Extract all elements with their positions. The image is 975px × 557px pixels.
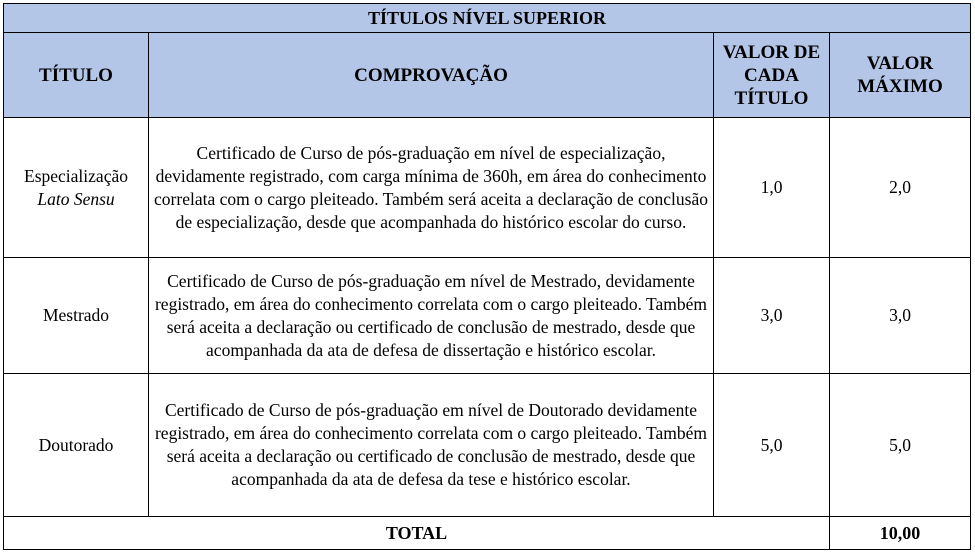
cell-valor-maximo: 2,0	[830, 118, 971, 258]
cell-valor-cada: 5,0	[714, 374, 830, 517]
cell-valor-cada: 1,0	[714, 118, 830, 258]
cell-comprovacao: Certificado de Curso de pós-graduação em nível de Doutorado devidamente registrado, em área do conhecimento correlata com o cargo pleiteado. Também será aceita a declaração ou certificado de conclusão de mestrado, desde que acompanhada da ata de defesa da tese e histórico escolar.	[149, 374, 714, 517]
table-header-row	[4, 33, 971, 118]
total-value: 10,00	[830, 517, 971, 550]
titles-table-container	[3, 3, 971, 550]
cell-valor-maximo: 3,0	[830, 258, 971, 374]
header-titulo: TÍTULO	[4, 33, 149, 118]
table-caption: TÍTULOS NÍVEL SUPERIOR	[4, 4, 971, 33]
cell-titulo	[4, 118, 149, 258]
header-comprovacao: COMPROVAÇÃO	[149, 33, 714, 118]
cell-valor-cada: 3,0	[714, 258, 830, 374]
titulo-extra-text: Lato Sensu	[37, 188, 115, 209]
titles-table	[3, 3, 971, 550]
table-row	[4, 374, 971, 517]
cell-comprovacao: Certificado de Curso de pós-graduação em nível de especialização, devidamente registrado, com carga mínima de 360h, em área do conhecimento correlata com o cargo pleiteado. Também será aceita a declaração de conclusão de especialização, desde que acompanhada do histórico escolar do curso.	[149, 118, 714, 258]
total-row	[4, 517, 971, 550]
cell-titulo: Doutorado	[4, 374, 149, 517]
header-valor-cada: VALOR DE CADA TÍTULO	[714, 33, 830, 118]
header-valor-maximo: VALOR MÁXIMO	[830, 33, 971, 118]
table-caption-row	[4, 4, 971, 33]
table-row	[4, 258, 971, 374]
cell-comprovacao: Certificado de Curso de pós-graduação em nível de Mestrado, devidamente registrado, em área do conhecimento correlata com o cargo pleiteado. Também será aceita a declaração ou certificado de conclusão de mestrado, desde que acompanhada da ata de defesa de dissertação e histórico escolar.	[149, 258, 714, 374]
cell-titulo: Mestrado	[4, 258, 149, 374]
titulo-text: Especialização	[24, 165, 128, 186]
table-row	[4, 118, 971, 258]
total-label: TOTAL	[4, 517, 830, 550]
cell-valor-maximo: 5,0	[830, 374, 971, 517]
